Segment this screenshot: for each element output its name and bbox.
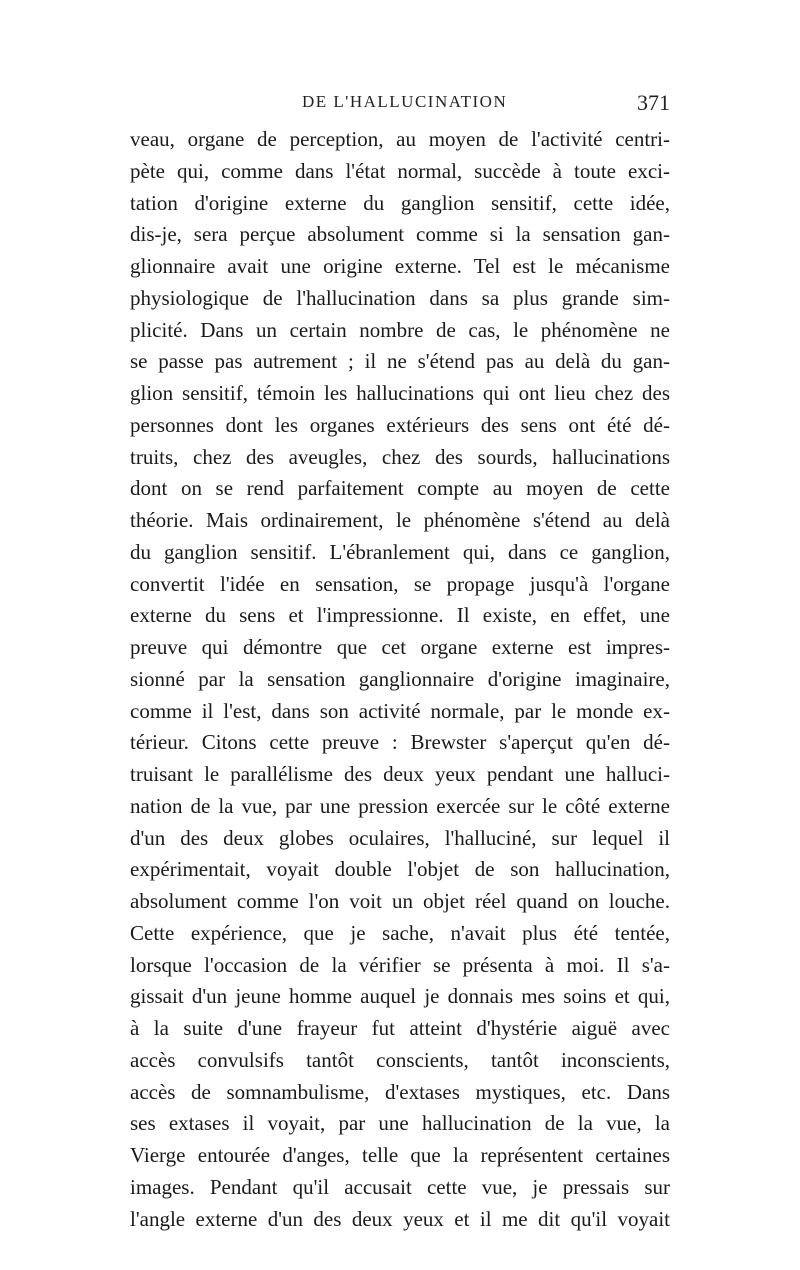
text-line: convertit l'idée en sensation, se propage jusqu'à l'organe [130, 571, 670, 596]
text-line: accès convulsifs tantôt conscients, tantôt inconscients, [130, 1047, 670, 1072]
text-line: glion sensitif, témoin les hallucinations qui ont lieu chez des [130, 381, 670, 405]
text-line: pète qui, comme dans l'état normal, succède à toute exci- [130, 158, 670, 183]
running-title: DE L'HALLUCINATION [302, 92, 508, 111]
text-line: accès de somnambulisme, d'extases mystiques, etc. Dans [130, 1079, 670, 1104]
text-line: physiologique de l'hallucination dans sa plus grande sim- [130, 285, 670, 310]
text-line: gissait d'un jeune homme auquel je donnais mes soins et qui, [130, 984, 670, 1009]
body-text [130, 124, 670, 1235]
text-line: se passe pas autrement ; il ne s'étend pas au delà du gan- [130, 349, 670, 374]
text-line: sionné par la sensation ganglionnaire d'origine imaginaire, [130, 666, 670, 691]
text-line: lorsque l'occasion de la vérifier se présenta à moi. Il s'a- [130, 952, 670, 977]
text-line: personnes dont les organes extérieurs des sens ont été dé- [130, 412, 670, 437]
text-line: dis-je, sera perçue absolument comme si la sensation gan- [130, 222, 670, 247]
text-line: térieur. Citons cette preuve : Brewster s'aperçut qu'en dé- [130, 730, 670, 755]
text-line: Cette expérience, que je sache, n'avait plus été tentée, [130, 920, 670, 945]
text-line: du ganglion sensitif. L'ébranlement qui, dans ce ganglion, [130, 539, 670, 564]
text-line: images. Pendant qu'il accusait cette vue, je pressais sur [130, 1174, 670, 1199]
text-line: Vierge entourée d'anges, telle que la représentent certaines [130, 1143, 670, 1167]
text-line: théorie. Mais ordinairement, le phénomène s'étend au delà [130, 508, 670, 532]
text-line: expérimentait, voyait double l'objet de son hallucination, [130, 857, 670, 882]
page-header [130, 92, 670, 118]
text-line: ses extases il voyait, par une hallucination de la vue, la [130, 1111, 670, 1136]
text-line: truisant le parallélisme des deux yeux pendant une halluci- [130, 762, 670, 786]
text-line: tation d'origine externe du ganglion sensitif, cette idée, [130, 190, 670, 215]
text-line: externe du sens et l'impressionne. Il existe, en effet, une [130, 603, 670, 628]
page-number: 371 [637, 90, 670, 115]
text-line: veau, organe de perception, au moyen de l'activité centri- [130, 127, 670, 151]
text-line: truits, chez des aveugles, chez des sourds, hallucinations [130, 444, 670, 469]
text-line: dont on se rend parfaitement compte au moyen de cette [130, 476, 670, 501]
text-line: nation de la vue, par une pression exercée sur le côté externe [130, 793, 670, 818]
text-line: à la suite d'une frayeur fut atteint d'hystérie aiguë avec [130, 1016, 670, 1040]
text-line: preuve qui démontre que cet organe externe est impres- [130, 635, 670, 659]
text-line: comme il l'est, dans son activité normale, par le monde ex- [130, 698, 670, 723]
text-line: plicité. Dans un certain nombre de cas, le phénomène ne [130, 317, 670, 342]
text-line: d'un des deux globes oculaires, l'halluciné, sur lequel il [130, 825, 670, 850]
text-line: absolument comme l'on voit un objet réel quand on louche. [130, 889, 670, 913]
text-line: l'angle externe d'un des deux yeux et il me dit qu'il voyait [130, 1206, 670, 1231]
text-line: glionnaire avait une origine externe. Tel est le mécanisme [130, 254, 670, 278]
